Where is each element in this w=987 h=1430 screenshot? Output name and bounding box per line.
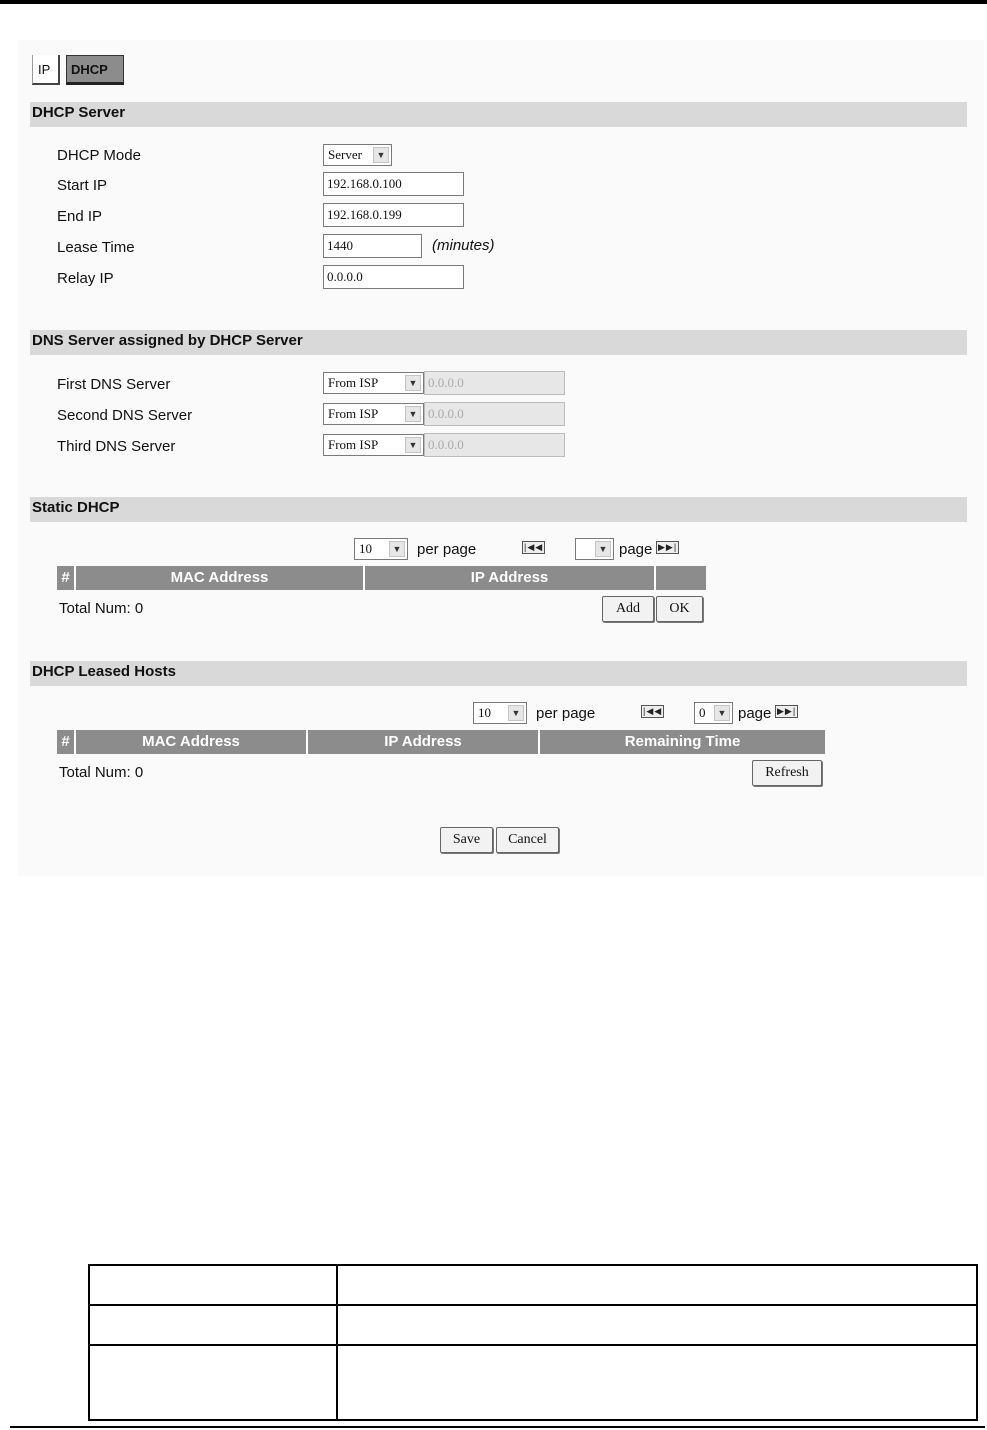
add-button[interactable]: Add (602, 596, 654, 622)
static-per-page-value: 10 (359, 541, 372, 556)
third-dns-mode-select[interactable] (323, 434, 424, 456)
leased-page-label: page (738, 705, 772, 722)
start-ip-label: Start IP (57, 177, 108, 194)
end-ip-label: End IP (57, 208, 103, 225)
section-static-dhcp: Static DHCP (30, 497, 967, 522)
next-last-page-icon[interactable]: ▶▶| (658, 542, 678, 552)
leased-per-page-select[interactable] (473, 702, 527, 724)
first-prev-page-icon[interactable]: |◀◀ (524, 542, 544, 552)
chevron-down-icon: ▼ (373, 147, 389, 163)
section-dhcp-server: DHCP Server (30, 102, 967, 127)
first-prev-page-icon[interactable]: |◀◀ (643, 706, 663, 716)
table-cell (337, 1305, 977, 1345)
static-page-label: page (619, 541, 653, 558)
first-dns-mode-select[interactable] (323, 372, 424, 394)
leased-page-select[interactable] (694, 702, 733, 724)
leased-col-remaining: Remaining Time (540, 730, 825, 754)
chevron-down-icon: ▼ (595, 541, 611, 557)
refresh-button[interactable]: Refresh (752, 760, 822, 786)
third-dns-label: Third DNS Server (57, 438, 176, 455)
static-col-action (656, 566, 706, 590)
static-col-index: # (57, 566, 76, 590)
chevron-down-icon: ▼ (389, 541, 405, 557)
relay-ip-field[interactable]: 0.0.0.0 (323, 265, 464, 289)
second-dns-field[interactable]: 0.0.0.0 (424, 402, 565, 426)
cancel-button[interactable]: Cancel (496, 827, 559, 853)
chevron-down-icon: ▼ (508, 705, 524, 721)
first-dns-mode-value: From ISP (328, 375, 379, 390)
dhcp-mode-select[interactable] (323, 144, 392, 166)
table-cell (337, 1265, 977, 1305)
section-leased-hosts: DHCP Leased Hosts (30, 661, 967, 686)
leased-total: Total Num: 0 (59, 764, 144, 781)
leased-col-ip: IP Address (308, 730, 540, 754)
first-dns-label: First DNS Server (57, 376, 171, 393)
tab-dhcp[interactable]: DHCP (66, 55, 124, 85)
leased-page-value: 0 (699, 705, 706, 720)
table-cell (337, 1345, 977, 1420)
start-ip-field[interactable]: 192.168.0.100 (323, 172, 464, 196)
leased-col-index: # (57, 730, 76, 754)
top-rule (0, 0, 987, 4)
section-dns: DNS Server assigned by DHCP Server (30, 330, 967, 355)
second-dns-label: Second DNS Server (57, 407, 193, 424)
table-cell (89, 1265, 337, 1305)
tab-ip[interactable]: IP (32, 55, 60, 85)
chevron-down-icon: ▼ (405, 437, 421, 453)
table-cell (89, 1305, 337, 1345)
second-dns-mode-select[interactable] (323, 403, 424, 425)
chevron-down-icon: ▼ (405, 406, 421, 422)
dhcp-mode-label: DHCP Mode (57, 147, 141, 164)
first-dns-field[interactable]: 0.0.0.0 (424, 371, 565, 395)
save-button[interactable]: Save (440, 827, 493, 853)
leased-col-mac: MAC Address (76, 730, 308, 754)
description-table (88, 1264, 978, 1421)
second-dns-mode-value: From ISP (328, 406, 379, 421)
static-col-mac: MAC Address (76, 566, 365, 590)
ok-button[interactable]: OK (656, 596, 703, 622)
dhcp-mode-value: Server (328, 147, 362, 162)
chevron-down-icon: ▼ (714, 705, 730, 721)
lease-time-label: Lease Time (57, 239, 135, 256)
static-col-ip: IP Address (365, 566, 656, 590)
lease-time-unit: (minutes) (432, 237, 495, 254)
bottom-rule (10, 1426, 985, 1428)
third-dns-mode-value: From ISP (328, 437, 379, 452)
static-page-select[interactable] (575, 538, 614, 560)
next-last-page-icon[interactable]: ▶▶| (777, 706, 797, 716)
table-cell (89, 1345, 337, 1420)
leased-per-page-label: per page (536, 705, 596, 722)
third-dns-field[interactable]: 0.0.0.0 (424, 433, 565, 457)
lease-time-field[interactable]: 1440 (323, 234, 422, 258)
chevron-down-icon: ▼ (405, 375, 421, 391)
static-total: Total Num: 0 (59, 600, 144, 617)
relay-ip-label: Relay IP (57, 270, 114, 287)
static-per-page-select[interactable] (354, 538, 408, 560)
static-per-page-label: per page (417, 541, 477, 558)
leased-per-page-value: 10 (478, 705, 491, 720)
end-ip-field[interactable]: 192.168.0.199 (323, 203, 464, 227)
